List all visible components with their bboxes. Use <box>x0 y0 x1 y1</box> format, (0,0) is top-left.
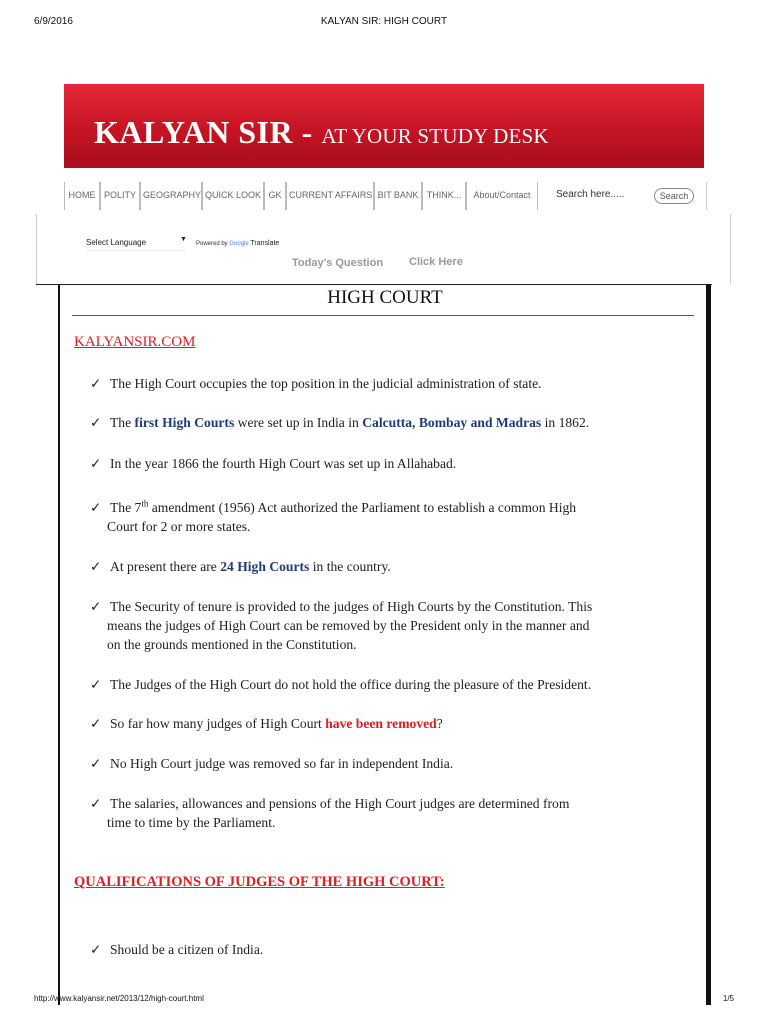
nav-geography[interactable]: GEOGRAPHY <box>140 182 202 210</box>
nav-gk[interactable]: GK <box>264 182 286 210</box>
list-item: ✓ At present there are 24 High Courts in the country. <box>90 559 391 574</box>
check-icon: ✓ <box>90 942 102 957</box>
highlight-text: 24 High Courts <box>220 559 310 574</box>
powered-by-google[interactable] <box>196 240 279 247</box>
frame-right-line <box>730 214 731 284</box>
logo-main: KALYAN SIR - <box>94 114 322 150</box>
check-icon: ✓ <box>90 716 102 731</box>
check-icon: ✓ <box>90 456 102 471</box>
content-left-border <box>58 285 60 1005</box>
powered-by-text: Powered by <box>196 241 230 247</box>
list-item: ✓ The High Court occupies the top position in the judicial administration of state. <box>90 376 542 391</box>
nav-bit-bank[interactable]: BIT BANK <box>374 182 422 210</box>
search-input[interactable]: Search here..... <box>556 189 625 200</box>
list-item: ✓ No High Court judge was removed so far in independent India. <box>90 756 454 771</box>
check-icon: ✓ <box>90 796 102 811</box>
nav-think[interactable]: THINK... <box>422 182 466 210</box>
check-icon: ✓ <box>90 677 102 692</box>
click-here-link[interactable]: Click Here <box>409 256 463 268</box>
qualifications-heading: QUALIFICATIONS OF JUDGES OF THE HIGH COURT: <box>74 874 445 890</box>
list-item: ✓ The 7th amendment (1956) Act authorized the Parliament to establish a common High Court for 2 or more states. <box>90 498 577 534</box>
list-item: ✓ In the year 1866 the fourth High Court was set up in Allahabad. <box>90 456 457 471</box>
site-logo[interactable] <box>94 114 549 151</box>
nav-home[interactable]: HOME <box>64 182 100 210</box>
check-icon: ✓ <box>90 376 102 391</box>
highlight-text: Calcutta, Bombay and Madras <box>362 415 542 430</box>
list-item: ✓ The first High Courts were set up in India in Calcutta, Bombay and Madras in 1862. <box>90 415 590 430</box>
site-link[interactable]: KALYANSIR.COM <box>74 334 196 350</box>
language-select-label: Select Language <box>86 236 186 251</box>
chevron-down-icon: ▼ <box>180 236 187 243</box>
print-date: 6/9/2016 <box>34 16 73 27</box>
print-url: http://www.kalyansir.net/2013/12/high-court.html <box>34 994 204 1003</box>
nav-quick-look[interactable]: QUICK LOOK <box>202 182 264 210</box>
content-top-rule <box>36 284 712 285</box>
site-banner[interactable] <box>64 84 704 168</box>
content-right-border <box>706 285 711 1005</box>
nav-divider <box>706 182 707 210</box>
frame-left-line <box>36 214 37 284</box>
check-icon: ✓ <box>90 500 102 515</box>
title-underline <box>72 315 694 316</box>
nav-about-contact[interactable]: About/Contact <box>466 182 538 210</box>
nav-current-affairs[interactable]: CURRENT AFFAIRS <box>286 182 374 210</box>
check-icon: ✓ <box>90 415 102 430</box>
google-logo: Google <box>229 241 249 247</box>
main-nav <box>62 182 706 210</box>
print-title: KALYAN SIR: HIGH COURT <box>320 16 448 27</box>
page-title: HIGH COURT <box>327 287 443 308</box>
list-item: ✓ The salaries, allowances and pensions of the High Court judges are determined from time to time by the Parliament. <box>90 796 570 830</box>
list-item: ✓ The Security of tenure is provided to the judges of High Courts by the Constitution. This means the judges of High Court can be removed by the President only in the manner and on the grounds mentioned in the Constitution. <box>90 599 593 652</box>
nav-polity[interactable]: POLITY <box>100 182 140 210</box>
highlight-text: have been removed <box>325 716 437 731</box>
check-icon: ✓ <box>90 599 102 614</box>
check-icon: ✓ <box>90 559 102 574</box>
language-select[interactable] <box>86 236 186 251</box>
translate-text: Translate <box>250 240 280 247</box>
page-number: 1/5 <box>722 994 734 1003</box>
check-icon: ✓ <box>90 756 102 771</box>
list-item: ✓ Should be a citizen of India. <box>90 942 264 957</box>
list-item: ✓ So far how many judges of High Court have been removed? <box>90 716 443 731</box>
todays-question-link[interactable]: Today's Question <box>292 257 384 269</box>
search-button[interactable]: Search <box>654 188 694 204</box>
highlight-text: first High Courts <box>134 415 235 430</box>
list-item: ✓ The Judges of the High Court do not hold the office during the pleasure of the President. <box>90 677 592 692</box>
logo-sub: AT YOUR STUDY DESK <box>321 124 549 148</box>
